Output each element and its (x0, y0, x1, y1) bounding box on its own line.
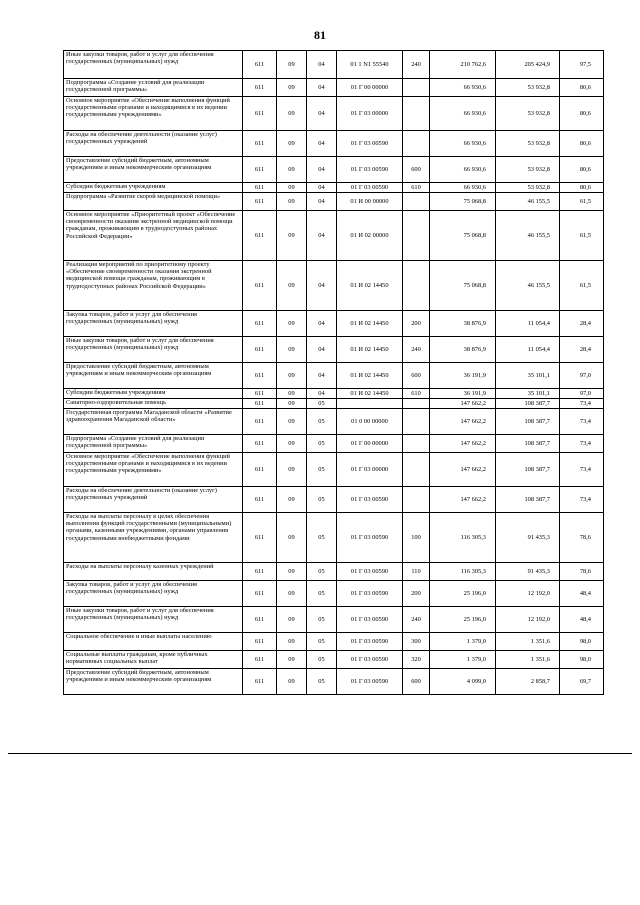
execution-percent-cell: 78,6 (560, 513, 604, 563)
target-article-cell: 01 Г 03 00590 (337, 183, 403, 193)
expense-type-cell (403, 399, 430, 409)
target-article-cell: 01 Г 03 00000 (337, 453, 403, 487)
target-article-cell: 01 Г 03 00590 (337, 563, 403, 581)
execution-percent-cell: 80,6 (560, 183, 604, 193)
table-row (64, 669, 604, 695)
table-row (64, 409, 604, 435)
execution-percent-cell: 73,4 (560, 399, 604, 409)
subsection-code-cell: 05 (307, 581, 337, 607)
table-row (64, 607, 604, 633)
subsection-code-cell: 05 (307, 409, 337, 435)
actual-amount-cell: 108 387,7 (496, 409, 560, 435)
actual-amount-cell: 53 932,8 (496, 183, 560, 193)
section-code-cell: 09 (277, 399, 307, 409)
plan-amount-cell: 36 191,9 (430, 363, 496, 389)
table-row (64, 157, 604, 183)
table-row (64, 563, 604, 581)
actual-amount-cell: 205 424,9 (496, 51, 560, 79)
ministry-code-cell: 611 (243, 311, 277, 337)
table-row (64, 363, 604, 389)
target-article-cell: 01 Г 03 00590 (337, 633, 403, 651)
section-code-cell: 09 (277, 581, 307, 607)
plan-amount-cell: 1 379,0 (430, 651, 496, 669)
plan-amount-cell: 66 930,6 (430, 79, 496, 97)
table-row (64, 399, 604, 409)
ministry-code-cell: 611 (243, 131, 277, 157)
budget-table-body (64, 51, 604, 695)
ministry-code-cell: 611 (243, 389, 277, 399)
expense-type-cell (403, 435, 430, 453)
section-code-cell: 09 (277, 513, 307, 563)
row-name-cell: Подпрограмма «Создание условий для реализации государственной программы» (64, 79, 243, 97)
plan-amount-cell: 75 068,8 (430, 193, 496, 211)
ministry-code-cell: 611 (243, 633, 277, 651)
target-article-cell: 01 Г 03 00590 (337, 157, 403, 183)
ministry-code-cell: 611 (243, 363, 277, 389)
subsection-code-cell: 04 (307, 193, 337, 211)
ministry-code-cell: 611 (243, 183, 277, 193)
row-name-cell: Предоставление субсидий бюджетным, автономным учреждениям и иным некоммерческим организациям (64, 157, 243, 183)
subsection-code-cell: 04 (307, 261, 337, 311)
actual-amount-cell: 108 387,7 (496, 435, 560, 453)
subsection-code-cell: 04 (307, 389, 337, 399)
row-name-cell: Государственная программа Магаданской области «Развитие здравоохранения Магаданской области» (64, 409, 243, 435)
expense-type-cell: 200 (403, 581, 430, 607)
target-article-cell: 01 Г 03 00590 (337, 651, 403, 669)
plan-amount-cell: 66 930,6 (430, 131, 496, 157)
row-name-cell: Подпрограмма «Создание условий для реализации государственной программы» (64, 435, 243, 453)
table-row (64, 97, 604, 131)
ministry-code-cell: 611 (243, 669, 277, 695)
execution-percent-cell: 73,4 (560, 487, 604, 513)
subsection-code-cell: 05 (307, 453, 337, 487)
subsection-code-cell: 04 (307, 311, 337, 337)
row-name-cell: Субсидии бюджетным учреждениям (64, 389, 243, 399)
subsection-code-cell: 05 (307, 399, 337, 409)
section-code-cell: 09 (277, 669, 307, 695)
row-name-cell: Иные закупки товаров, работ и услуг для обеспечения государственных (муниципальных) нужд (64, 337, 243, 363)
actual-amount-cell: 12 192,0 (496, 607, 560, 633)
row-name-cell: Основное мероприятие «Обеспечение выполнения функций государственными органами и находящимися в их ведении государственными учреждениями» (64, 97, 243, 131)
execution-percent-cell: 98,0 (560, 633, 604, 651)
section-code-cell: 09 (277, 261, 307, 311)
actual-amount-cell: 35 101,1 (496, 363, 560, 389)
table-row (64, 183, 604, 193)
row-name-cell: Реализация мероприятий по приоритетному проекту «Обеспечение своевременности оказания экстренной медицинской помощи гражданам, проживающим в труднодоступных районах Российской Федерации» (64, 261, 243, 311)
section-code-cell: 09 (277, 633, 307, 651)
table-row (64, 311, 604, 337)
table-row (64, 633, 604, 651)
expense-type-cell (403, 193, 430, 211)
ministry-code-cell: 611 (243, 435, 277, 453)
expense-type-cell: 240 (403, 51, 430, 79)
actual-amount-cell: 53 932,8 (496, 131, 560, 157)
ministry-code-cell: 611 (243, 97, 277, 131)
ministry-code-cell: 611 (243, 51, 277, 79)
section-code-cell: 09 (277, 337, 307, 363)
target-article-cell: 01 И 02 14450 (337, 311, 403, 337)
subsection-code-cell: 04 (307, 211, 337, 261)
plan-amount-cell: 75 068,8 (430, 211, 496, 261)
plan-amount-cell: 25 196,0 (430, 581, 496, 607)
execution-percent-cell: 97,5 (560, 51, 604, 79)
section-code-cell: 09 (277, 563, 307, 581)
actual-amount-cell: 1 351,6 (496, 633, 560, 651)
plan-amount-cell: 116 305,3 (430, 513, 496, 563)
execution-percent-cell: 97,0 (560, 363, 604, 389)
section-code-cell: 09 (277, 97, 307, 131)
plan-amount-cell: 36 191,9 (430, 389, 496, 399)
target-article-cell: 01 И 02 14450 (337, 389, 403, 399)
ministry-code-cell: 611 (243, 453, 277, 487)
expense-type-cell: 320 (403, 651, 430, 669)
footer-rule (8, 753, 632, 754)
target-article-cell: 01 Г 03 00590 (337, 513, 403, 563)
target-article-cell: 01 Г 03 00590 (337, 131, 403, 157)
plan-amount-cell: 38 876,9 (430, 337, 496, 363)
expense-type-cell (403, 97, 430, 131)
execution-percent-cell: 28,4 (560, 311, 604, 337)
row-name-cell: Основное мероприятие «Приоритетный проект «Обеспечение своевременности оказания экстренной медицинской помощи гражданам, проживающим в труднодоступных районах Российской Федерации» (64, 211, 243, 261)
target-article-cell: 01 Г 03 00590 (337, 669, 403, 695)
target-article-cell: 01 Г 00 00000 (337, 79, 403, 97)
expense-type-cell: 100 (403, 513, 430, 563)
execution-percent-cell: 98,0 (560, 651, 604, 669)
plan-amount-cell: 66 930,6 (430, 157, 496, 183)
expense-type-cell: 600 (403, 669, 430, 695)
expense-type-cell: 610 (403, 183, 430, 193)
actual-amount-cell: 91 435,3 (496, 563, 560, 581)
actual-amount-cell: 53 932,8 (496, 79, 560, 97)
subsection-code-cell: 05 (307, 669, 337, 695)
target-article-cell: 01 Г 03 00590 (337, 581, 403, 607)
execution-percent-cell: 73,4 (560, 453, 604, 487)
expense-type-cell: 600 (403, 363, 430, 389)
target-article-cell: 01 Г 03 00590 (337, 607, 403, 633)
ministry-code-cell: 611 (243, 337, 277, 363)
budget-table (63, 50, 604, 695)
execution-percent-cell: 78,6 (560, 563, 604, 581)
row-name-cell: Закупка товаров, работ и услуг для обеспечения государственных (муниципальных) нужд (64, 581, 243, 607)
row-name-cell: Расходы на обеспечение деятельности (оказание услуг) государственных учреждений (64, 131, 243, 157)
ministry-code-cell: 611 (243, 487, 277, 513)
subsection-code-cell: 04 (307, 183, 337, 193)
row-name-cell: Закупка товаров, работ и услуг для обеспечения государственных (муниципальных) нужд (64, 311, 243, 337)
execution-percent-cell: 61,5 (560, 211, 604, 261)
section-code-cell: 09 (277, 51, 307, 79)
section-code-cell: 09 (277, 79, 307, 97)
plan-amount-cell: 147 662,2 (430, 453, 496, 487)
table-row (64, 211, 604, 261)
plan-amount-cell: 116 305,3 (430, 563, 496, 581)
actual-amount-cell: 108 387,7 (496, 487, 560, 513)
row-name-cell: Основное мероприятие «Обеспечение выполнения функций государственными органами и находящимися в их ведении государственными учреждениями» (64, 453, 243, 487)
ministry-code-cell: 611 (243, 211, 277, 261)
execution-percent-cell: 61,5 (560, 193, 604, 211)
target-article-cell: 01 1 N1 55540 (337, 51, 403, 79)
subsection-code-cell: 04 (307, 97, 337, 131)
section-code-cell: 09 (277, 131, 307, 157)
ministry-code-cell: 611 (243, 607, 277, 633)
actual-amount-cell: 11 054,4 (496, 311, 560, 337)
execution-percent-cell: 73,4 (560, 435, 604, 453)
target-article-cell: 01 0 00 00000 (337, 409, 403, 435)
table-row (64, 131, 604, 157)
table-row (64, 651, 604, 669)
section-code-cell: 09 (277, 389, 307, 399)
expense-type-cell: 600 (403, 157, 430, 183)
actual-amount-cell: 46 155,5 (496, 261, 560, 311)
row-name-cell: Социальные выплаты гражданам, кроме публичных нормативных социальных выплат (64, 651, 243, 669)
row-name-cell: Подпрограмма «Развитие скорой медицинской помощи» (64, 193, 243, 211)
expense-type-cell (403, 79, 430, 97)
plan-amount-cell: 75 068,8 (430, 261, 496, 311)
ministry-code-cell: 611 (243, 409, 277, 435)
expense-type-cell (403, 453, 430, 487)
execution-percent-cell: 61,5 (560, 261, 604, 311)
plan-amount-cell: 147 662,2 (430, 399, 496, 409)
row-name-cell: Субсидии бюджетным учреждениям (64, 183, 243, 193)
subsection-code-cell: 05 (307, 651, 337, 669)
target-article-cell: 01 И 02 14450 (337, 363, 403, 389)
target-article-cell: 01 Г 00 00000 (337, 435, 403, 453)
target-article-cell: 01 И 02 14450 (337, 261, 403, 311)
subsection-code-cell: 04 (307, 363, 337, 389)
plan-amount-cell: 1 379,0 (430, 633, 496, 651)
expense-type-cell (403, 409, 430, 435)
table-row (64, 513, 604, 563)
target-article-cell (337, 399, 403, 409)
execution-percent-cell: 48,4 (560, 581, 604, 607)
section-code-cell: 09 (277, 157, 307, 183)
execution-percent-cell: 80,6 (560, 157, 604, 183)
expense-type-cell: 110 (403, 563, 430, 581)
table-row (64, 435, 604, 453)
row-name-cell: Социальное обеспечение и иные выплаты населению (64, 633, 243, 651)
subsection-code-cell: 05 (307, 435, 337, 453)
ministry-code-cell: 611 (243, 261, 277, 311)
subsection-code-cell: 05 (307, 487, 337, 513)
section-code-cell: 09 (277, 363, 307, 389)
row-name-cell: Иные закупки товаров, работ и услуг для обеспечения государственных (муниципальных) нужд (64, 51, 243, 79)
section-code-cell: 09 (277, 409, 307, 435)
actual-amount-cell: 12 192,0 (496, 581, 560, 607)
section-code-cell: 09 (277, 651, 307, 669)
section-code-cell: 09 (277, 211, 307, 261)
section-code-cell: 09 (277, 183, 307, 193)
execution-percent-cell: 80,6 (560, 79, 604, 97)
expense-type-cell (403, 211, 430, 261)
actual-amount-cell: 53 932,8 (496, 157, 560, 183)
target-article-cell: 01 И 02 14450 (337, 337, 403, 363)
table-row (64, 193, 604, 211)
expense-type-cell: 610 (403, 389, 430, 399)
target-article-cell: 01 И 02 00000 (337, 211, 403, 261)
target-article-cell: 01 Г 03 00590 (337, 487, 403, 513)
execution-percent-cell: 80,6 (560, 97, 604, 131)
plan-amount-cell: 147 662,2 (430, 487, 496, 513)
execution-percent-cell: 48,4 (560, 607, 604, 633)
subsection-code-cell: 04 (307, 157, 337, 183)
plan-amount-cell: 147 662,2 (430, 409, 496, 435)
target-article-cell: 01 И 00 00000 (337, 193, 403, 211)
expense-type-cell: 240 (403, 607, 430, 633)
actual-amount-cell: 91 435,3 (496, 513, 560, 563)
expense-type-cell (403, 131, 430, 157)
actual-amount-cell: 53 932,8 (496, 97, 560, 131)
actual-amount-cell: 11 054,4 (496, 337, 560, 363)
ministry-code-cell: 611 (243, 563, 277, 581)
plan-amount-cell: 4 099,0 (430, 669, 496, 695)
expense-type-cell (403, 487, 430, 513)
ministry-code-cell: 611 (243, 79, 277, 97)
subsection-code-cell: 05 (307, 563, 337, 581)
row-name-cell: Расходы на обеспечение деятельности (оказание услуг) государственных учреждений (64, 487, 243, 513)
ministry-code-cell: 611 (243, 513, 277, 563)
table-row (64, 51, 604, 79)
row-name-cell: Расходы на выплаты персоналу в целях обеспечения выполнения функций государственными (муниципальными) органами, казенными учреждениями, органами управления государственными внебюджетными фондами (64, 513, 243, 563)
plan-amount-cell: 66 930,6 (430, 183, 496, 193)
execution-percent-cell: 69,7 (560, 669, 604, 695)
expense-type-cell: 240 (403, 337, 430, 363)
section-code-cell: 09 (277, 487, 307, 513)
execution-percent-cell: 80,6 (560, 131, 604, 157)
actual-amount-cell: 2 858,7 (496, 669, 560, 695)
table-row (64, 79, 604, 97)
execution-percent-cell: 73,4 (560, 409, 604, 435)
ministry-code-cell: 611 (243, 157, 277, 183)
subsection-code-cell: 04 (307, 131, 337, 157)
subsection-code-cell: 04 (307, 337, 337, 363)
actual-amount-cell: 108 387,7 (496, 453, 560, 487)
section-code-cell: 09 (277, 607, 307, 633)
subsection-code-cell: 04 (307, 51, 337, 79)
section-code-cell: 09 (277, 453, 307, 487)
ministry-code-cell: 611 (243, 193, 277, 211)
row-name-cell: Предоставление субсидий бюджетным, автономным учреждениям и иным некоммерческим организациям (64, 363, 243, 389)
plan-amount-cell: 147 662,2 (430, 435, 496, 453)
subsection-code-cell: 05 (307, 513, 337, 563)
row-name-cell: Иные закупки товаров, работ и услуг для обеспечения государственных (муниципальных) нужд (64, 607, 243, 633)
execution-percent-cell: 28,4 (560, 337, 604, 363)
subsection-code-cell: 04 (307, 79, 337, 97)
table-row (64, 261, 604, 311)
actual-amount-cell: 46 155,5 (496, 193, 560, 211)
expense-type-cell: 200 (403, 311, 430, 337)
actual-amount-cell: 108 387,7 (496, 399, 560, 409)
expense-type-cell: 300 (403, 633, 430, 651)
table-row (64, 453, 604, 487)
target-article-cell: 01 Г 03 00000 (337, 97, 403, 131)
section-code-cell: 09 (277, 193, 307, 211)
table-row (64, 389, 604, 399)
ministry-code-cell: 611 (243, 581, 277, 607)
plan-amount-cell: 25 196,0 (430, 607, 496, 633)
section-code-cell: 09 (277, 311, 307, 337)
actual-amount-cell: 46 155,5 (496, 211, 560, 261)
row-name-cell: Санаторно-оздоровительная помощь (64, 399, 243, 409)
ministry-code-cell: 611 (243, 399, 277, 409)
table-row (64, 581, 604, 607)
section-code-cell: 09 (277, 435, 307, 453)
plan-amount-cell: 66 930,6 (430, 97, 496, 131)
expense-type-cell (403, 261, 430, 311)
table-row (64, 487, 604, 513)
page-number: 81 (314, 28, 326, 42)
ministry-code-cell: 611 (243, 651, 277, 669)
row-name-cell: Расходы на выплаты персоналу казенных учреждений (64, 563, 243, 581)
subsection-code-cell: 05 (307, 633, 337, 651)
subsection-code-cell: 05 (307, 607, 337, 633)
plan-amount-cell: 38 876,9 (430, 311, 496, 337)
execution-percent-cell: 97,0 (560, 389, 604, 399)
plan-amount-cell: 210 762,6 (430, 51, 496, 79)
actual-amount-cell: 1 351,6 (496, 651, 560, 669)
actual-amount-cell: 35 101,1 (496, 389, 560, 399)
row-name-cell: Предоставление субсидий бюджетным, автономным учреждениям и иным некоммерческим организациям (64, 669, 243, 695)
table-row (64, 337, 604, 363)
